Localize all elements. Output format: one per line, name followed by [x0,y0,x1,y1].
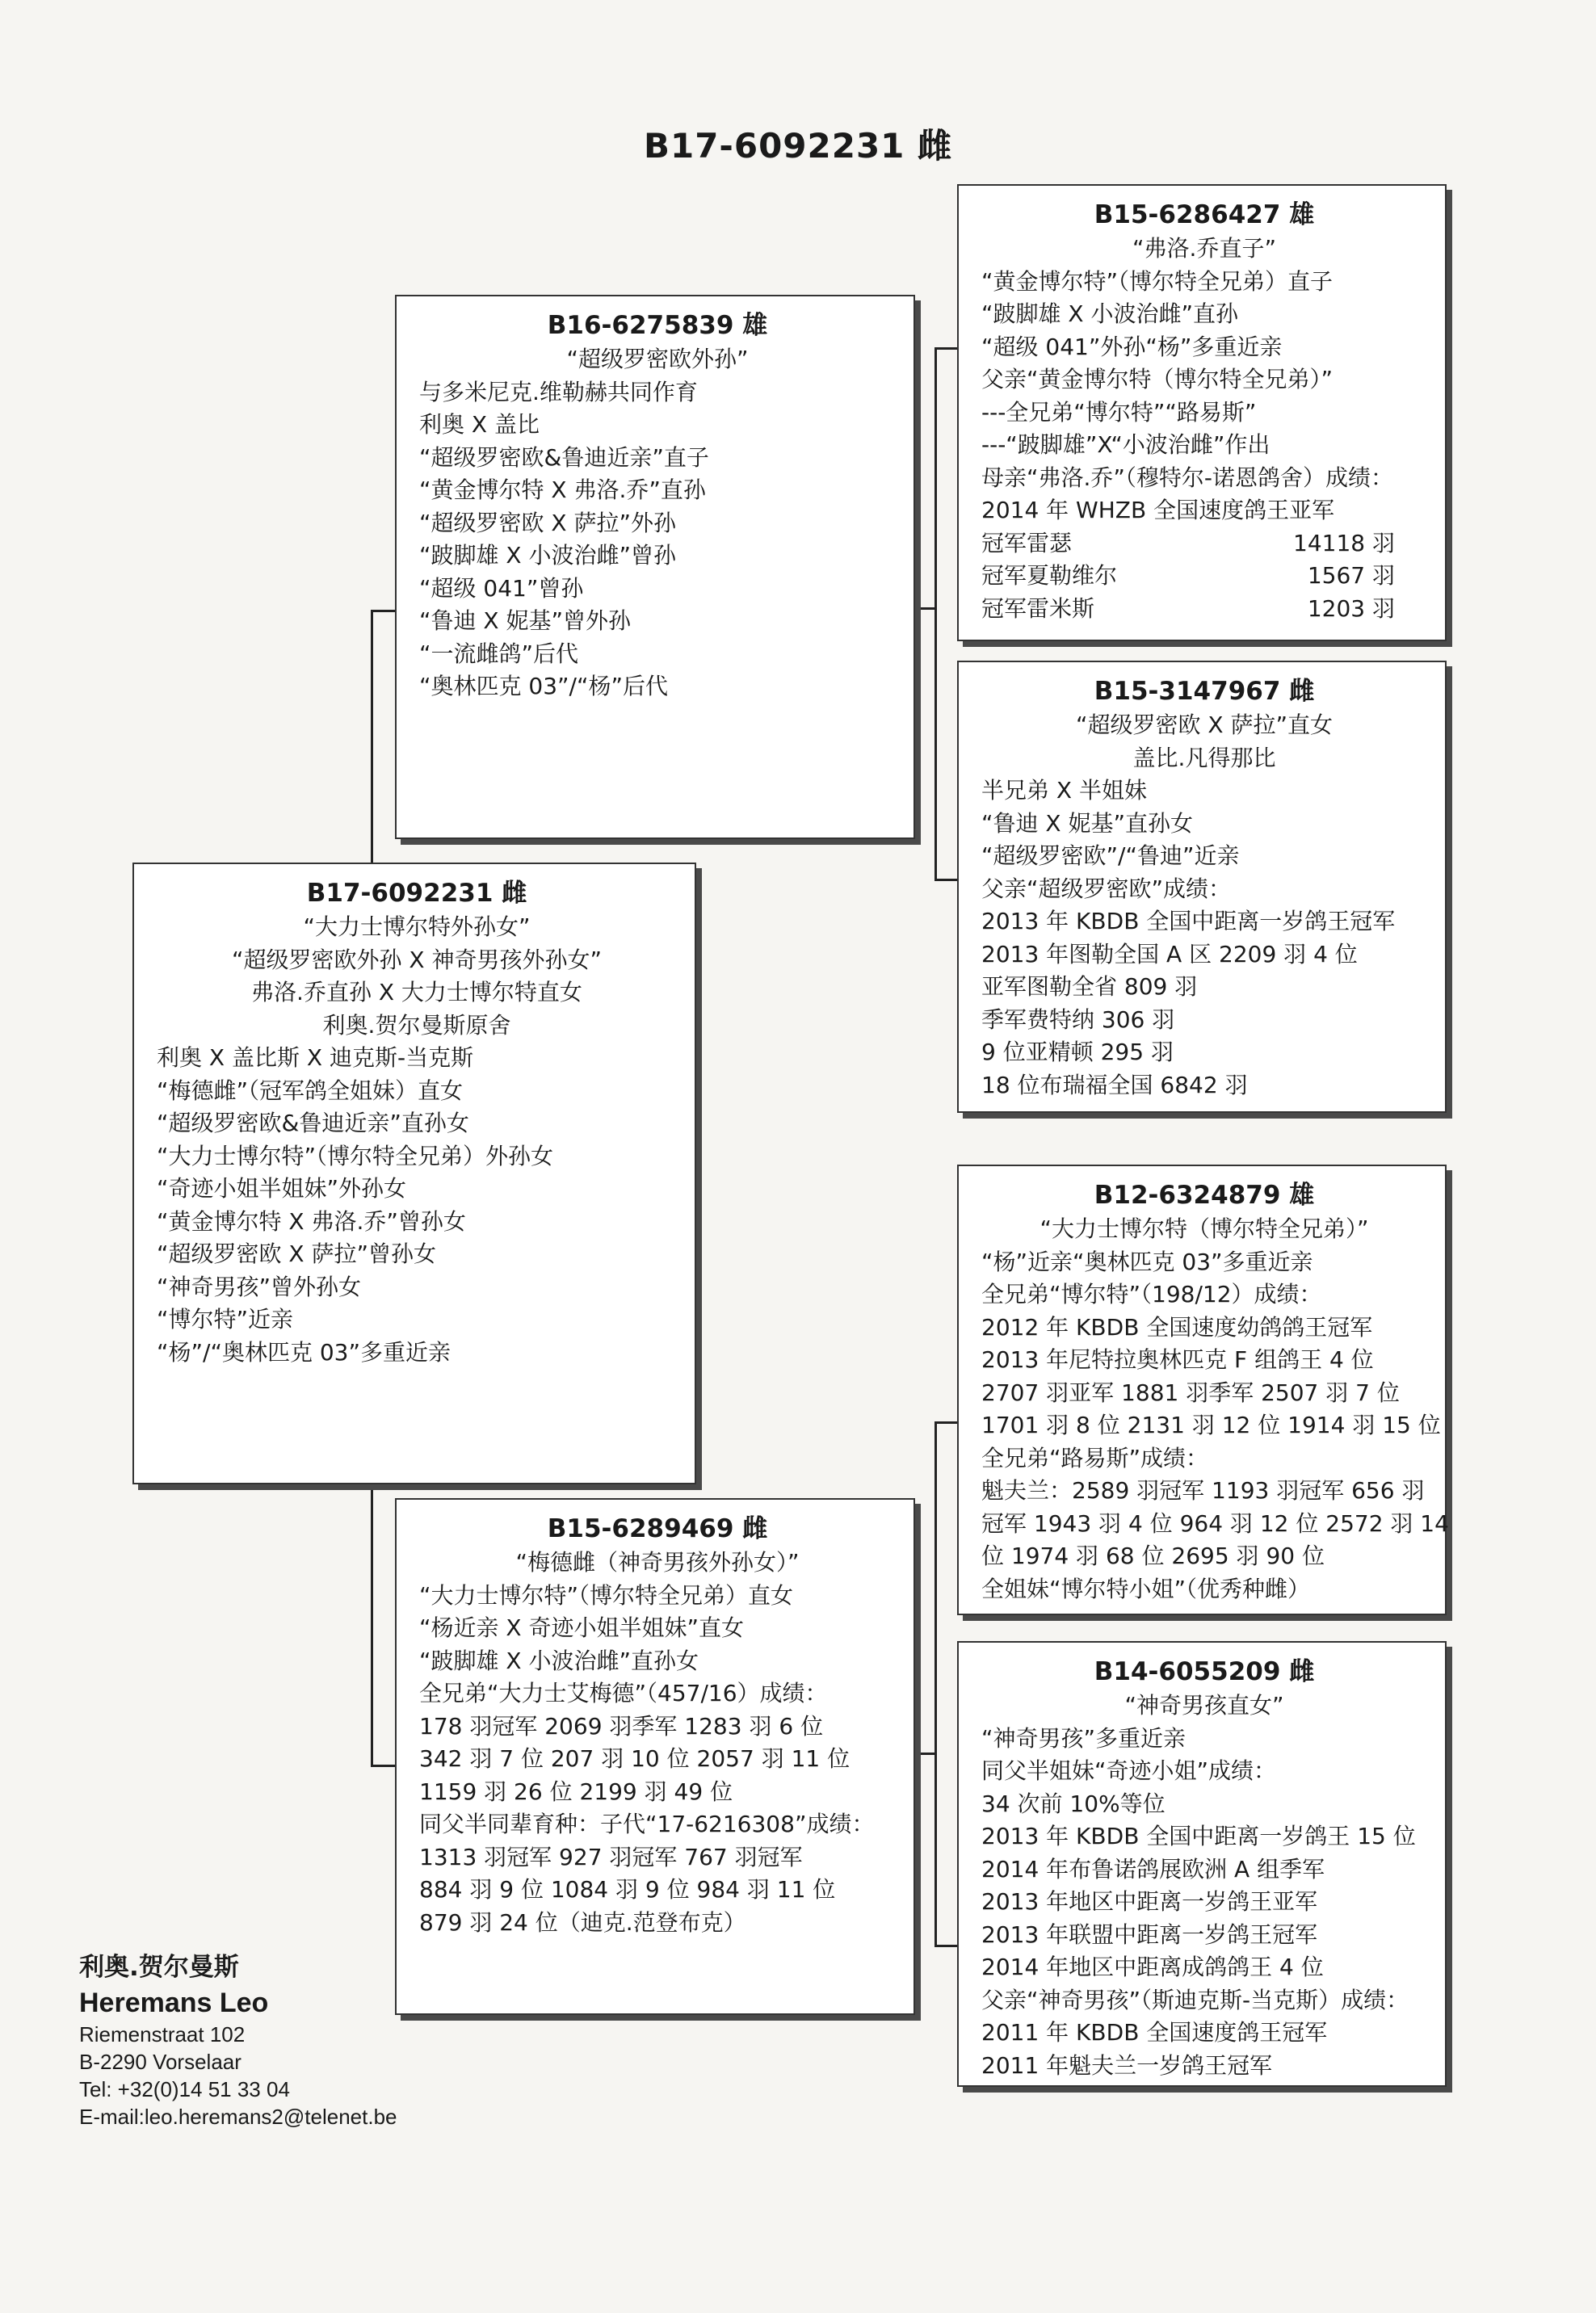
box-line: “博尔特”近亲 [157,1306,294,1333]
box-line: “梅德雌（神奇男孩外孙女）” [515,1549,800,1576]
box-line: 亚军图勒全省 809 羽 [981,973,1198,1000]
box-line: 342 羽 7 位 207 羽 10 位 2057 羽 11 位 [419,1745,850,1772]
box-line: 魁夫兰：2589 羽冠军 1193 羽冠军 656 羽 [981,1477,1425,1504]
box-title: B14-6055209 雌 [1094,1657,1315,1686]
box-lines [981,1213,1449,1606]
result-row [981,527,1427,560]
box-line: 2012 年 KBDB 全国速度幼鸽鸽王冠军 [981,1313,1373,1341]
box-line: “鲁迪 X 妮基”直孙女 [981,809,1193,837]
box-line: “大力士博尔特（博尔特全兄弟）” [1040,1215,1369,1242]
box-line: “跛脚雄 X 小波治雌”曾孙 [419,542,676,569]
box-line: 884 羽 9 位 1084 羽 9 位 984 羽 11 位 [419,1876,836,1903]
box-line: 2013 年联盟中距离一岁鸽王冠军 [981,1921,1318,1948]
box-line: 34 次前 10%等位 [981,1790,1166,1817]
breeder-email: E-mail:leo.heremans2@telenet.be [79,2105,397,2129]
box-line: “超级罗密欧外孙” [566,346,749,372]
box-line: 2013 年图勒全国 A 区 2209 羽 4 位 [981,940,1358,968]
breeder-name-en: Heremans Leo [79,1988,269,2018]
box-title: B15-6289469 雌 [547,1514,768,1543]
box-line: 2013 年 KBDB 全国中距离一岁鸽王 15 位 [981,1823,1416,1849]
connector-to-dam [371,1765,395,1767]
box-line: 母亲“弗洛.乔”（穆特尔-诺恩鸽舍）成绩： [981,464,1394,491]
box-line: 全兄弟“博尔特”（198/12）成绩： [981,1281,1322,1308]
box-line: 2014 年 WHZB 全国速度鸽王亚军 [981,497,1335,523]
box-line: 同父半同辈育种：子代“17-6216308”成绩： [419,1811,875,1837]
box-lines [981,709,1427,1102]
box-line: “超级罗密欧&鲁迪近亲”直孙女 [157,1110,469,1136]
result-name: 冠军雷米斯 [981,594,1095,622]
connector-dam-branch [915,1753,937,1755]
box-line: 利奥 X 盖比斯 X 迪克斯-当克斯 [157,1044,474,1071]
pedigree-box-subject [132,863,696,1484]
box-line: “黄金博尔特 X 弗洛.乔”直孙 [419,476,706,503]
box-line: ---“跛脚雄”X“小波治雌”作出 [981,431,1270,458]
box-title: B12-6324879 雄 [1094,1181,1315,1210]
box-lines [157,911,677,1369]
box-line: 与多米尼克.维勒赫共同作育 [419,378,698,405]
box-line: “跛脚雄 X 小波治雌”直孙女 [419,1647,699,1674]
box-line: ---全兄弟“博尔特”“路易斯” [981,398,1257,426]
box-line: “超级罗密欧 X 萨拉”直女 [1076,712,1333,738]
breeder-contact [79,1950,397,2130]
box-line: 178 羽冠军 2069 羽季军 1283 羽 6 位 [419,1712,824,1740]
box-line: 2014 年布鲁诺鸽展欧洲 A 组季军 [981,1855,1325,1883]
box-line: 全兄弟“大力士艾梅德”（457/16）成绩： [419,1680,828,1706]
connector-to-dam-sire [934,1421,957,1424]
box-line: 1159 羽 26 位 2199 羽 49 位 [419,1778,733,1805]
breeder-street: Riemenstraat 102 [79,2022,246,2046]
breeder-tel: Tel: +32(0)14 51 33 04 [79,2077,290,2101]
box-line: 全姐妹“博尔特小姐”（优秀种雌） [981,1575,1311,1602]
box-line: “鲁迪 X 妮基”曾外孙 [419,607,631,634]
box-line: “黄金博尔特”（博尔特全兄弟）直子 [981,267,1334,295]
box-line: 父亲“超级罗密欧”成绩： [981,875,1232,902]
box-title: B17-6092231 雌 [306,879,527,908]
connector-to-sire-dam [934,879,957,881]
box-line: “超级罗密欧 X 萨拉”外孙 [419,509,676,536]
box-lines [981,1690,1427,2082]
box-line: 2013 年尼特拉奥林匹克 F 组鸽王 4 位 [981,1346,1374,1373]
box-line: 冠军 1943 羽 4 位 964 羽 12 位 2572 羽 14 [981,1509,1449,1537]
box-line: “神奇男孩”多重近亲 [981,1724,1186,1752]
box-line: “超级罗密欧&鲁迪近亲”直子 [419,443,709,471]
box-line: “大力士博尔特外孙女” [303,913,531,940]
box-line: 全兄弟“路易斯”成绩： [981,1444,1209,1471]
connector-to-sire-sire [934,347,957,350]
box-line: “杨”/“奥林匹克 03”多重近亲 [157,1338,451,1366]
box-lines [419,343,896,703]
box-title: B15-3147967 雌 [1094,677,1315,706]
box-title: B16-6275839 雄 [547,311,768,340]
box-lines [419,1547,896,1939]
connector-sire-vertical [934,347,937,880]
result-value: 1203 羽 [1307,594,1395,622]
box-line: “杨近亲 X 奇迹小姐半姐妹”直女 [419,1614,744,1641]
box-line: “黄金博尔特 X 弗洛.乔”曾孙女 [157,1207,466,1235]
box-line: 2014 年地区中距离成鸽鸽王 4 位 [981,1954,1324,1980]
result-name: 冠军雷瑟 [981,529,1073,556]
box-line: 1701 羽 8 位 2131 羽 12 位 1914 羽 15 位 [981,1412,1441,1438]
box-line: 利奥 X 盖比 [419,411,540,438]
box-line: 半兄弟 X 半姐妹 [981,777,1147,804]
box-line: “杨”近亲“奥林匹克 03”多重近亲 [981,1248,1313,1275]
box-line: 2011 年魁夫兰一岁鸽王冠军 [981,2051,1273,2079]
box-line: “超级罗密欧外孙 X 神奇男孩外孙女” [232,946,602,973]
result-value: 14118 羽 [1293,529,1395,556]
box-line: 利奥.贺尔曼斯原舍 [322,1011,511,1039]
box-line: 2011 年 KBDB 全国速度鸽王冠军 [981,2019,1328,2046]
pedigree-box-sire [395,295,915,839]
pedigree-box-dam [395,1498,915,2015]
connector-to-sire [371,610,395,612]
pedigree-box-sire-sire [957,184,1447,641]
box-line: “大力士博尔特”（博尔特全兄弟）外孙女 [157,1142,554,1169]
box-line: “超级罗密欧”/“鲁迪”近亲 [981,842,1240,869]
box-line: 季军费特纳 306 羽 [981,1005,1175,1033]
box-line: 1313 羽冠军 927 羽冠军 767 羽冠军 [419,1843,803,1870]
box-line: 2707 羽亚军 1881 羽季军 2507 羽 7 位 [981,1379,1400,1406]
page-title: B17-6092231 雌 [643,126,953,166]
box-line: “超级 041”曾孙 [419,574,584,602]
connector-sire-branch [915,607,937,610]
box-line: 同父半姐妹“奇迹小姐”成绩： [981,1757,1277,1784]
box-line: “奇迹小姐半姐妹”外孙女 [157,1175,407,1202]
box-line: “弗洛.乔直子” [1132,235,1276,262]
connector-to-dam-dam [934,1945,957,1947]
box-line: “跛脚雄 X 小波治雌”直孙 [981,300,1238,327]
box-title: B15-6286427 雄 [1094,200,1315,229]
pedigree-box-dam-dam [957,1641,1447,2087]
box-line: “大力士博尔特”（博尔特全兄弟）直女 [419,1581,794,1609]
box-line: 父亲“神奇男孩”（斯迪克斯-当克斯）成绩： [981,1986,1409,2013]
box-line: 2013 年地区中距离一岁鸽王亚军 [981,1888,1318,1915]
breeder-name-cn: 利奥.贺尔曼斯 [79,1953,239,1982]
pedigree-box-dam-sire [957,1165,1447,1615]
box-line: “梅德雌”（冠军鸽全姐妹）直女 [157,1077,464,1104]
box-line: 弗洛.乔直孙 X 大力士博尔特直女 [251,979,582,1005]
box-line: 9 位亚精顿 295 羽 [981,1039,1174,1065]
result-row [981,593,1427,626]
box-line: “超级 041”外孙“杨”多重近亲 [981,333,1283,360]
result-row [981,560,1427,593]
box-line: “超级罗密欧 X 萨拉”曾孙女 [157,1240,436,1267]
pedigree-box-sire-dam [957,661,1447,1113]
box-line: 879 羽 24 位（迪克.范登布克） [419,1908,746,1936]
box-line: “神奇男孩”曾外孙女 [157,1273,362,1300]
box-lines [981,233,1427,625]
box-line: 父亲“黄金博尔特（博尔特全兄弟）” [981,366,1334,392]
box-line: “一流雌鸽”后代 [419,640,579,667]
result-value: 1567 羽 [1307,562,1395,589]
box-line: 位 1974 羽 68 位 2695 羽 90 位 [981,1543,1325,1569]
box-line: “奥林匹克 03”/“杨”后代 [419,673,668,699]
result-name: 冠军夏勒维尔 [981,562,1118,589]
box-line: 2013 年 KBDB 全国中距离一岁鸽王冠军 [981,908,1396,934]
box-line: 盖比.凡得那比 [1132,744,1276,771]
connector-dam-vertical [934,1421,937,1946]
box-line: 18 位布瑞福全国 6842 羽 [981,1071,1248,1098]
box-line: “神奇男孩直女” [1124,1692,1284,1719]
breeder-city: B-2290 Vorselaar [79,2050,242,2074]
